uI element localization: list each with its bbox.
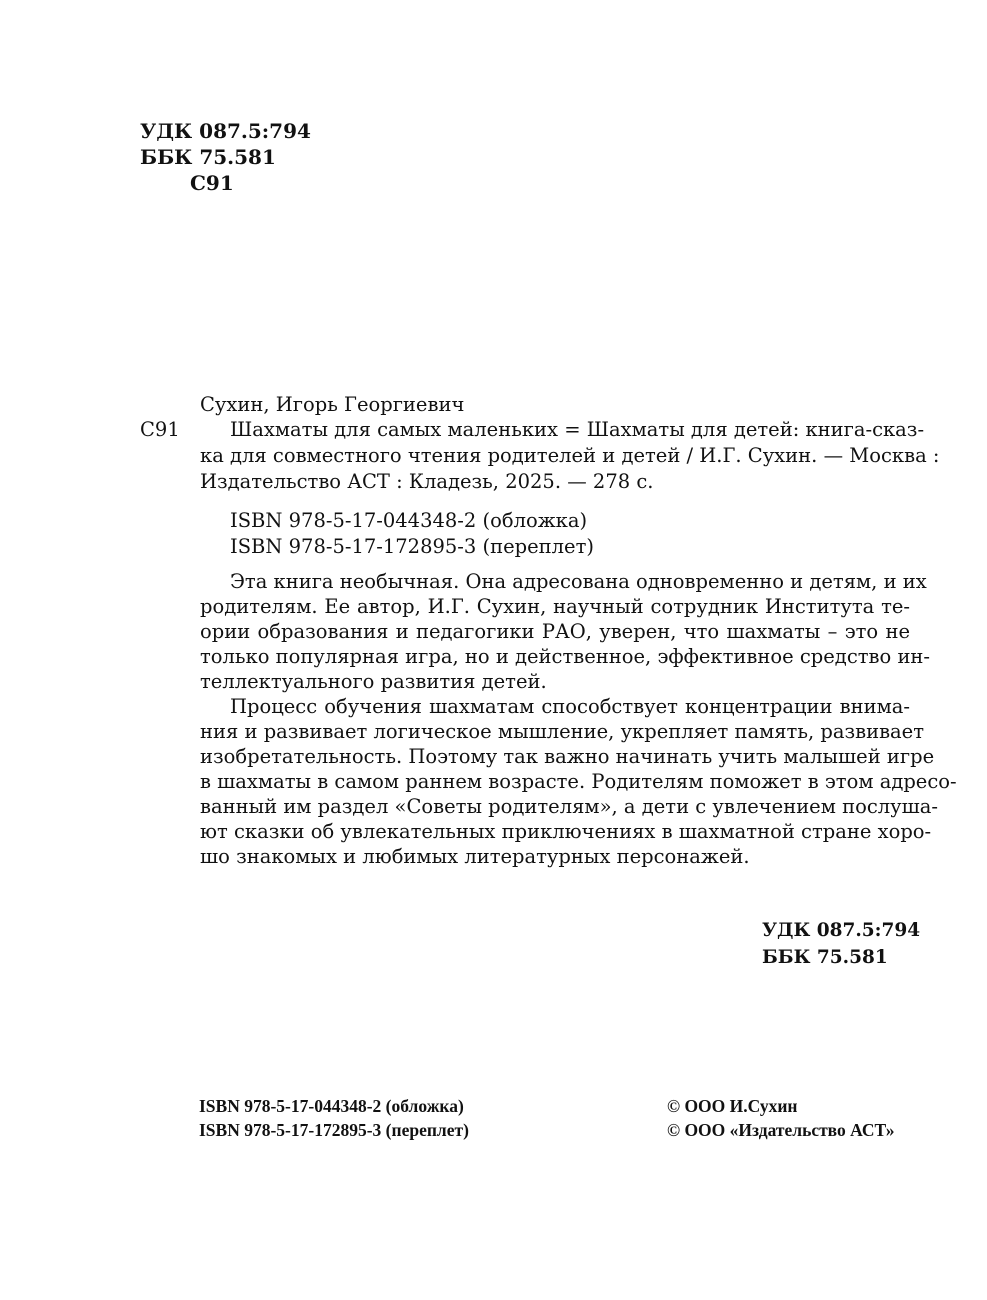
copyright-notice [667, 1094, 895, 1142]
annotation [200, 569, 957, 869]
annotation-line: ния и развивает логическое мышление, укрепляет память, развивает [200, 720, 925, 743]
annotation-line: только популярная игра, но и действенное, эффективное средство ин- [200, 645, 931, 668]
isbn-hardcover: ISBN 978-5-17-172895-3 (переплет) [230, 535, 594, 558]
bbk-code-bottom: ББК 75.581 [762, 947, 888, 968]
annotation-line: Эта книга необычная. Она адресована одновременно и детям, и их [230, 570, 927, 593]
annotation-line: ории образования и педагогики РАО, уверен, что шахматы – это не [200, 620, 910, 643]
bibliographic-description [200, 417, 940, 495]
biblio-line: Издательство АСТ : Кладезь, 2025. — 278 с. [200, 470, 654, 493]
annotation-line: изобретательность. Поэтому так важно начинать учить малышей игре [200, 745, 935, 768]
annotation-line: родителям. Ее автор, И.Г. Сухин, научный сотрудник Института те- [200, 595, 910, 618]
copyright-author: © ООО И.Сухин [667, 1096, 798, 1116]
bbk-code: ББК 75.581 [140, 145, 276, 169]
isbn-list [230, 508, 594, 560]
copyright-publisher: © ООО «Издательство АСТ» [667, 1120, 895, 1140]
annotation-line: шо знакомых и любимых литературных персонажей. [200, 845, 750, 868]
biblio-line: ка для совместного чтения родителей и детей / И.Г. Сухин. — Москва : [200, 444, 940, 467]
top-classification-codes [140, 118, 311, 196]
isbn-cover: ISBN 978-5-17-044348-2 (обложка) [230, 509, 588, 532]
bottom-classification-codes [762, 917, 920, 971]
footer-isbn-hardcover: ISBN 978-5-17-172895-3 (переплет) [199, 1120, 469, 1140]
biblio-line: Шахматы для самых маленьких = Шахматы для детей: книга-сказ- [230, 418, 925, 441]
annotation-line: ют сказки об увлекательных приключениях в шахматной стране хоро- [200, 820, 932, 843]
udk-code: УДК 087.5:794 [140, 119, 311, 143]
footer-isbn-cover: ISBN 978-5-17-044348-2 (обложка) [199, 1096, 464, 1116]
annotation-line: ванный им раздел «Советы родителям», а дети с увлечением послуша- [200, 795, 938, 818]
author-name: Сухин, Игорь Георгиевич [200, 393, 465, 416]
annotation-line: в шахматы в самом раннем возрасте. Родителям поможет в этом адресо- [200, 770, 957, 793]
footer-isbn-list [199, 1094, 469, 1142]
annotation-line: Процесс обучения шахматам способствует концентрации внима- [230, 695, 910, 718]
udk-code-bottom: УДК 087.5:794 [762, 920, 921, 941]
cutter-sign: С91 [140, 418, 180, 441]
author-sign: С91 [190, 171, 234, 195]
annotation-line: теллектуального развития детей. [200, 670, 547, 693]
